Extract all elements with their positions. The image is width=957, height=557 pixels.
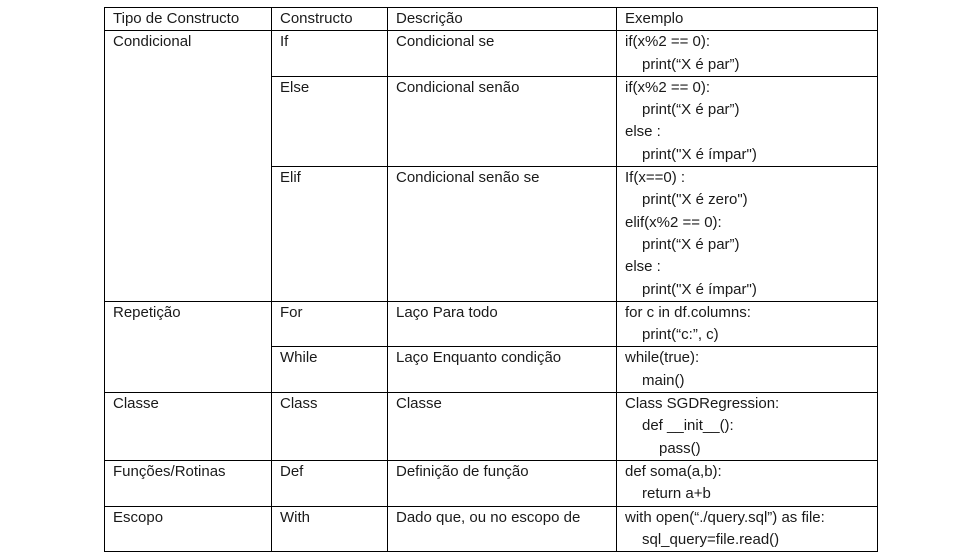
cell-construct: Elif	[272, 167, 388, 302]
cell-description: Classe	[388, 393, 617, 461]
header-example: Exemplo	[617, 8, 878, 31]
code-line: sql_query=file.read()	[642, 530, 780, 548]
code-line: print(“X é par”)	[642, 101, 740, 119]
table-row	[105, 31, 878, 77]
header-type: Tipo de Constructo	[105, 8, 272, 31]
cell-example	[617, 393, 878, 461]
code-line: print(“X é par”)	[642, 55, 740, 73]
table-body	[105, 31, 878, 552]
code-line: main()	[642, 371, 685, 389]
code-line: def __init__():	[642, 417, 734, 435]
table-row	[105, 301, 878, 347]
code-line: while(true):	[625, 349, 700, 367]
cell-construct: Def	[272, 460, 388, 506]
cell-example	[617, 506, 878, 552]
cell-type	[105, 347, 272, 393]
code-line: else :	[625, 123, 661, 141]
code-line: print("X é zero")	[642, 191, 748, 209]
table-row	[105, 506, 878, 552]
header-description: Descrição	[388, 8, 617, 31]
cell-example	[617, 167, 878, 302]
cell-type: Classe	[105, 393, 272, 461]
table-row	[105, 460, 878, 506]
table-row	[105, 167, 878, 302]
code-line: if(x%2 == 0):	[625, 33, 711, 51]
code-line: with open(“./query.sql”) as file:	[625, 508, 825, 526]
cell-construct: While	[272, 347, 388, 393]
code-line: print(“X é par”)	[642, 235, 740, 253]
code-line: If(x==0) :	[625, 169, 686, 187]
code-line: else :	[625, 258, 661, 276]
cell-type	[105, 76, 272, 166]
cell-description: Condicional senão	[388, 76, 617, 166]
code-line: print("X é ímpar")	[642, 280, 757, 298]
cell-example	[617, 460, 878, 506]
code-line: print("X é ímpar")	[642, 145, 757, 163]
cell-type	[105, 167, 272, 302]
code-line: Class SGDRegression:	[625, 395, 780, 413]
table-row	[105, 393, 878, 461]
table-row	[105, 347, 878, 393]
cell-construct: With	[272, 506, 388, 552]
cell-description: Laço Para todo	[388, 301, 617, 347]
code-line: print(“c:”, c)	[642, 326, 719, 344]
table-row	[105, 76, 878, 166]
code-line: def soma(a,b):	[625, 462, 722, 480]
code-line: return a+b	[642, 485, 711, 503]
cell-description: Definição de função	[388, 460, 617, 506]
cell-type: Escopo	[105, 506, 272, 552]
cell-construct: If	[272, 31, 388, 77]
cell-example	[617, 76, 878, 166]
cell-example	[617, 31, 878, 77]
cell-construct: Else	[272, 76, 388, 166]
code-line: elif(x%2 == 0):	[625, 213, 722, 231]
cell-construct: Class	[272, 393, 388, 461]
cell-description: Dado que, ou no escopo de	[388, 506, 617, 552]
cell-description: Condicional senão se	[388, 167, 617, 302]
constructs-table	[104, 7, 878, 552]
code-line: for c in df.columns:	[625, 303, 751, 321]
cell-type: Repetição	[105, 301, 272, 347]
header-construct: Constructo	[272, 8, 388, 31]
cell-example	[617, 301, 878, 347]
header-row	[105, 8, 878, 31]
code-line: pass()	[659, 439, 701, 457]
cell-description: Laço Enquanto condição	[388, 347, 617, 393]
cell-description: Condicional se	[388, 31, 617, 77]
cell-example	[617, 347, 878, 393]
cell-type: Funções/Rotinas	[105, 460, 272, 506]
code-line: if(x%2 == 0):	[625, 78, 711, 96]
cell-construct: For	[272, 301, 388, 347]
cell-type: Condicional	[105, 31, 272, 77]
